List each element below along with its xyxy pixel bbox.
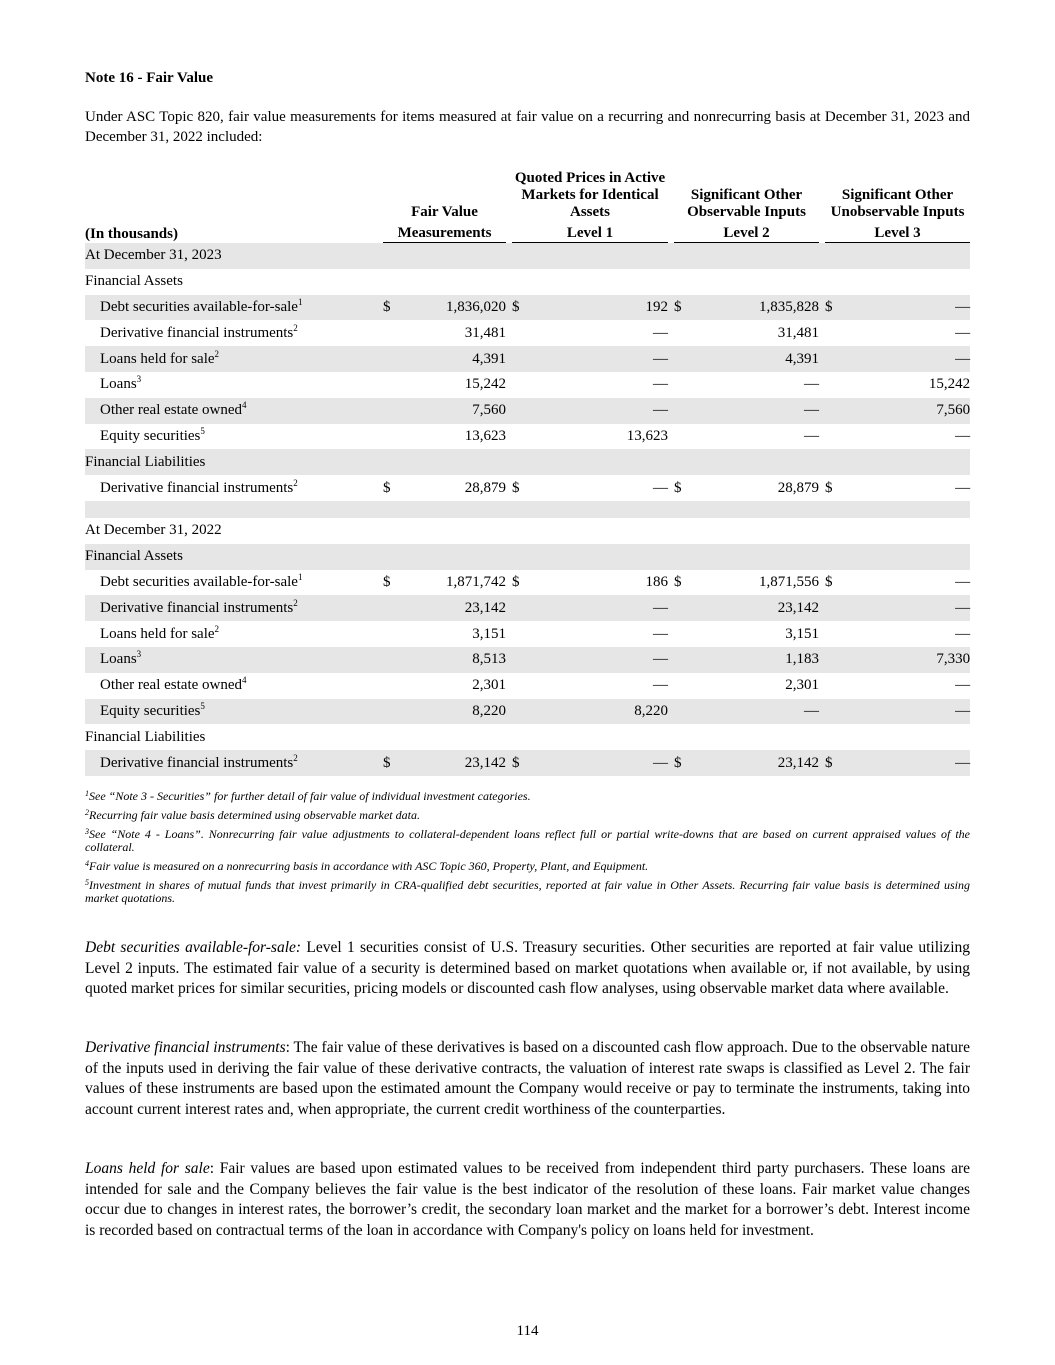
- fv-value: 8,220: [410, 699, 506, 725]
- currency-symbol: [674, 595, 695, 621]
- currency-symbol: [825, 647, 846, 673]
- footnote-marker: 1: [297, 296, 303, 307]
- l3-value: —: [846, 699, 970, 725]
- row-label: [85, 673, 383, 699]
- row-label: [85, 750, 383, 776]
- row-label: [85, 346, 383, 372]
- fair-value-header: Fair Value: [411, 204, 478, 220]
- table-row: [85, 346, 970, 372]
- l1-value: —: [653, 625, 669, 642]
- level1-header: Quoted Prices in Active Markets for Identical Assets: [514, 170, 666, 220]
- footnote-marker: 3: [136, 374, 142, 385]
- row-label: [85, 570, 383, 596]
- measurements-subheader: Measurements: [383, 221, 506, 243]
- l2-value: 1,183: [695, 647, 819, 673]
- currency-symbol: [674, 398, 695, 424]
- footnote-marker: 2: [293, 597, 298, 608]
- footnote-marker: 2: [293, 322, 298, 333]
- section-filler: [383, 544, 970, 570]
- row-label-text: Loans held for sale: [100, 625, 215, 642]
- currency-symbol: [512, 647, 533, 673]
- currency-symbol: [674, 673, 695, 699]
- currency-symbol: $: [383, 295, 410, 321]
- l2-value: 23,142: [695, 750, 819, 776]
- table-row: [85, 595, 970, 621]
- currency-symbol: $: [674, 295, 695, 321]
- row-label-text: Loans held for sale: [100, 350, 215, 367]
- section-filler: [383, 724, 970, 750]
- footnote-marker: 4: [242, 675, 247, 686]
- fv-value: 7,560: [410, 398, 506, 424]
- footnote-marker: 1: [297, 571, 303, 582]
- currency-symbol: $: [383, 479, 391, 496]
- section-filler: [383, 449, 970, 475]
- currency-symbol: $: [825, 573, 833, 590]
- paragraph-derivatives: Derivative financial instruments: The fair value of these derivatives is based on a discounted cash flow approach. Due to the observable nature of the inputs used in deriving the fair value of these derivative contracts, the valuation of interest rate swaps is classified as Level 2. The fair values of these instruments are based upon the estimated amount the Company would receive or pay to terminate the instruments, taking into account current interest rates and, when appropriate, the current credit worthiness of the counterparties.: [85, 1039, 970, 1118]
- fv-value: 2,301: [472, 677, 507, 694]
- row-label: [85, 320, 383, 346]
- row-label-text: Other real estate owned: [100, 677, 243, 694]
- fv-value: 3,151: [472, 625, 507, 642]
- row-label: [85, 621, 383, 647]
- footnote-text: Recurring fair value basis determined using observable market data.: [89, 808, 420, 822]
- l3-value: 7,560: [846, 398, 970, 424]
- spacer-cell: [85, 501, 970, 518]
- section-row: [85, 724, 970, 750]
- row-label-text: Derivative financial instruments: [100, 324, 294, 341]
- table-row: [85, 699, 970, 725]
- row-label-text: Derivative financial instruments: [100, 599, 294, 616]
- currency-symbol: $: [383, 750, 410, 776]
- l2-value: 1,835,828: [695, 295, 819, 321]
- l3-value: —: [955, 677, 971, 694]
- paragraph-loans-held-for-sale: Loans held for sale: Fair values are based upon estimated values to be received from independent third party purchasers. These loans are intended for sale and the Company believes the fair value is the best indicator of the resolution of these loans. Fair market value changes occur due to changes in interest rates, the borrower’s credit, the secondary loan market and the market for a borrower’s debt. Interest income is recorded based on contractual terms of the loan in accordance with Company's policy on loans held for investment.: [85, 1160, 970, 1239]
- table-row: [85, 398, 970, 424]
- l3-value: —: [846, 295, 970, 321]
- currency-symbol: [825, 424, 846, 450]
- currency-symbol: [825, 621, 846, 647]
- fv-value: 8,513: [410, 647, 506, 673]
- row-label-text: Financial Liabilities: [85, 453, 206, 470]
- table-row: [85, 673, 970, 699]
- row-label-text: Loans: [100, 651, 137, 668]
- currency-symbol: [383, 398, 410, 424]
- section-label: [85, 518, 383, 544]
- table-row: [85, 320, 970, 346]
- fv-value: 1,836,020: [410, 295, 506, 321]
- row-label-text: Financial Liabilities: [85, 728, 206, 745]
- footnote-marker: 4: [242, 400, 247, 411]
- l3-value: —: [846, 595, 970, 621]
- footnote-marker: 2: [293, 477, 298, 488]
- table-row: [85, 372, 970, 398]
- footnote-number: 1: [85, 789, 89, 798]
- section-row: [85, 243, 970, 269]
- section-label: [85, 724, 383, 750]
- l3-value: —: [955, 479, 971, 496]
- currency-symbol: [674, 424, 695, 450]
- l3-value: —: [846, 346, 970, 372]
- spacer-row: [85, 501, 970, 518]
- currency-symbol: $: [825, 295, 846, 321]
- row-label-text: Debt securities available-for-sale: [100, 298, 298, 315]
- currency-symbol: [674, 346, 695, 372]
- currency-symbol: [825, 595, 846, 621]
- currency-symbol: [674, 320, 695, 346]
- currency-symbol: $: [825, 479, 833, 496]
- section-filler: [383, 243, 970, 269]
- level2-subheader: Level 2: [674, 221, 819, 243]
- table-row: [85, 570, 970, 596]
- row-label: [85, 595, 383, 621]
- section-filler: [383, 269, 970, 295]
- row-label: [85, 647, 383, 673]
- row-label-text: Debt securities available-for-sale: [100, 573, 298, 590]
- currency-symbol: [383, 424, 410, 450]
- paragraph-debt-securities: Debt securities available-for-sale: Level 1 securities consist of U.S. Treasury securities. Other securities are reported at fair value utilizing Level 2 inputs. The estimated fair value of a security is determined based on market quotations when available or, if not available, by using quoted market prices for similar securities, pricing models or discounted cash flow analyses, using observable market data where available.: [85, 939, 970, 997]
- l2-value: 23,142: [695, 595, 819, 621]
- section-row: [85, 269, 970, 295]
- l2-value: 4,391: [695, 346, 819, 372]
- fv-value: 23,142: [410, 595, 506, 621]
- l1-value: 192: [533, 295, 668, 321]
- currency-symbol: $: [512, 295, 533, 321]
- footnote-number: 4: [85, 859, 89, 868]
- units-label: (In thousands): [85, 226, 178, 242]
- section-row: [85, 544, 970, 570]
- currency-symbol: [512, 699, 533, 725]
- table-row: [85, 647, 970, 673]
- l1-value: —: [533, 647, 668, 673]
- page-number: 114: [516, 1323, 539, 1339]
- currency-symbol: [512, 398, 533, 424]
- currency-symbol: [674, 621, 695, 647]
- currency-symbol: [512, 595, 533, 621]
- currency-symbol: [825, 346, 846, 372]
- fv-value: 1,871,742: [446, 573, 507, 590]
- l2-value: 3,151: [785, 625, 820, 642]
- currency-symbol: $: [512, 573, 520, 590]
- footnote-5: [85, 879, 970, 905]
- footnote-marker: 5: [200, 425, 205, 436]
- footnote-number: 3: [85, 827, 89, 836]
- footnote-text: Investment in shares of mutual funds that invest primarily in CRA-qualified debt securities, reported at fair value in Other Assets. Recurring fair value basis is determined using market quotations.: [85, 878, 970, 905]
- footnote-marker: 2: [214, 623, 220, 634]
- fair-value-table: [85, 170, 970, 776]
- l2-value: 2,301: [785, 677, 820, 694]
- section-label: [85, 544, 383, 570]
- footnote-3: [85, 828, 970, 854]
- footnote-number: 2: [85, 808, 89, 817]
- section-label: [85, 449, 383, 475]
- currency-symbol: [825, 320, 846, 346]
- footnote-text: See “Note 3 - Securities” for further detail of fair value of individual investment categories.: [89, 789, 531, 803]
- row-label: [85, 475, 383, 501]
- row-label-text: Equity securities: [100, 702, 201, 719]
- l1-value: —: [533, 595, 668, 621]
- l2-value: —: [804, 376, 820, 393]
- row-label-text: Derivative financial instruments: [100, 754, 294, 771]
- row-label-text: Financial Assets: [85, 548, 183, 565]
- currency-symbol: [383, 320, 410, 346]
- section-row: [85, 449, 970, 475]
- section-label: [85, 269, 383, 295]
- currency-symbol: [383, 346, 410, 372]
- level3-subheader: Level 3: [825, 221, 970, 243]
- l1-value: —: [533, 750, 668, 776]
- l1-value: —: [653, 376, 669, 393]
- l3-value: —: [955, 573, 971, 590]
- l1-value: —: [653, 677, 669, 694]
- row-label: [85, 699, 383, 725]
- row-label-text: Financial Assets: [85, 273, 183, 290]
- fv-value: 13,623: [464, 427, 507, 444]
- footnote-4: [85, 860, 970, 873]
- currency-symbol: [383, 699, 410, 725]
- row-label: [85, 372, 383, 398]
- currency-symbol: $: [674, 479, 682, 496]
- fair-value-table-body: [85, 243, 970, 776]
- level3-header: Significant Other Unobservable Inputs: [830, 187, 965, 220]
- l1-value: —: [653, 324, 669, 341]
- currency-symbol: $: [512, 479, 520, 496]
- l3-value: 7,330: [846, 647, 970, 673]
- footnote-marker: 2: [293, 752, 298, 763]
- footnote-text: See “Note 4 - Loans”. Nonrecurring fair value adjustments to collateral-dependent loans reflect full or partial write-downs that are based on current appraised values of the collateral.: [85, 827, 970, 854]
- l3-value: —: [955, 324, 971, 341]
- currency-symbol: $: [674, 750, 695, 776]
- currency-symbol: [512, 673, 533, 699]
- currency-symbol: [674, 699, 695, 725]
- row-label: [85, 424, 383, 450]
- currency-symbol: [825, 673, 846, 699]
- table-row: [85, 424, 970, 450]
- currency-symbol: $: [512, 750, 533, 776]
- intro-paragraph: Under ASC Topic 820, fair value measurements for items measured at fair value on a recurring and nonrecurring basis at December 31, 2023 and December 31, 2022 included:: [85, 109, 970, 145]
- fv-value: 4,391: [410, 346, 506, 372]
- currency-symbol: [383, 673, 410, 699]
- row-label-text: Loans: [100, 376, 137, 393]
- footnote-marker: 2: [214, 348, 220, 359]
- l2-value: 1,871,556: [759, 573, 820, 590]
- fv-value: 15,242: [464, 376, 507, 393]
- row-label: [85, 398, 383, 424]
- currency-symbol: [825, 398, 846, 424]
- note-heading: Note 16 - Fair Value: [85, 70, 214, 86]
- l3-value: —: [955, 625, 971, 642]
- currency-symbol: [383, 372, 410, 398]
- currency-symbol: $: [674, 573, 682, 590]
- table-row: [85, 750, 970, 776]
- row-label-text: Equity securities: [100, 427, 201, 444]
- l2-value: 28,879: [777, 479, 820, 496]
- level2-header: Significant Other Observable Inputs: [687, 187, 806, 220]
- row-label-text: At December 31, 2023: [85, 247, 222, 264]
- currency-symbol: [383, 595, 410, 621]
- currency-symbol: [512, 621, 533, 647]
- l1-value: —: [533, 346, 668, 372]
- table-row: [85, 475, 970, 501]
- l2-value: —: [804, 427, 820, 444]
- currency-symbol: [674, 372, 695, 398]
- l1-value: —: [653, 479, 669, 496]
- row-label-text: Other real estate owned: [100, 402, 243, 419]
- footnote-number: 5: [85, 878, 89, 887]
- currency-symbol: [674, 647, 695, 673]
- currency-symbol: [825, 372, 846, 398]
- currency-symbol: $: [383, 573, 391, 590]
- fv-value: 31,481: [464, 324, 507, 341]
- l1-value: 186: [645, 573, 669, 590]
- section-label: [85, 243, 383, 269]
- row-label-text: Derivative financial instruments: [100, 479, 294, 496]
- l1-value: 13,623: [626, 427, 669, 444]
- footnote-text: Fair value is measured on a nonrecurring basis in accordance with ASC Topic 360, Property, Plant, and Equipment.: [89, 859, 649, 873]
- l2-value: 31,481: [777, 324, 820, 341]
- currency-symbol: [512, 424, 533, 450]
- l3-value: —: [955, 427, 971, 444]
- fv-value: 28,879: [464, 479, 507, 496]
- footnote-marker: 5: [200, 700, 205, 711]
- footnote-2: [85, 809, 970, 822]
- row-label: [85, 295, 383, 321]
- level1-subheader: Level 1: [512, 221, 668, 243]
- currency-symbol: $: [825, 750, 846, 776]
- l2-value: —: [695, 699, 819, 725]
- currency-symbol: [383, 621, 410, 647]
- currency-symbol: [512, 346, 533, 372]
- l3-value: —: [846, 750, 970, 776]
- l1-value: —: [533, 398, 668, 424]
- table-row: [85, 621, 970, 647]
- currency-symbol: [512, 372, 533, 398]
- fv-value: 23,142: [410, 750, 506, 776]
- footnote-1: [85, 790, 970, 803]
- currency-symbol: [825, 699, 846, 725]
- table-row: [85, 295, 970, 321]
- footnote-marker: 3: [136, 649, 142, 660]
- l3-value: 15,242: [928, 376, 971, 393]
- l1-value: 8,220: [533, 699, 668, 725]
- l2-value: —: [695, 398, 819, 424]
- currency-symbol: [512, 320, 533, 346]
- section-row: [85, 518, 970, 544]
- footnotes: [85, 790, 970, 911]
- row-label-text: At December 31, 2022: [85, 522, 222, 539]
- currency-symbol: [383, 647, 410, 673]
- section-filler: [383, 518, 970, 544]
